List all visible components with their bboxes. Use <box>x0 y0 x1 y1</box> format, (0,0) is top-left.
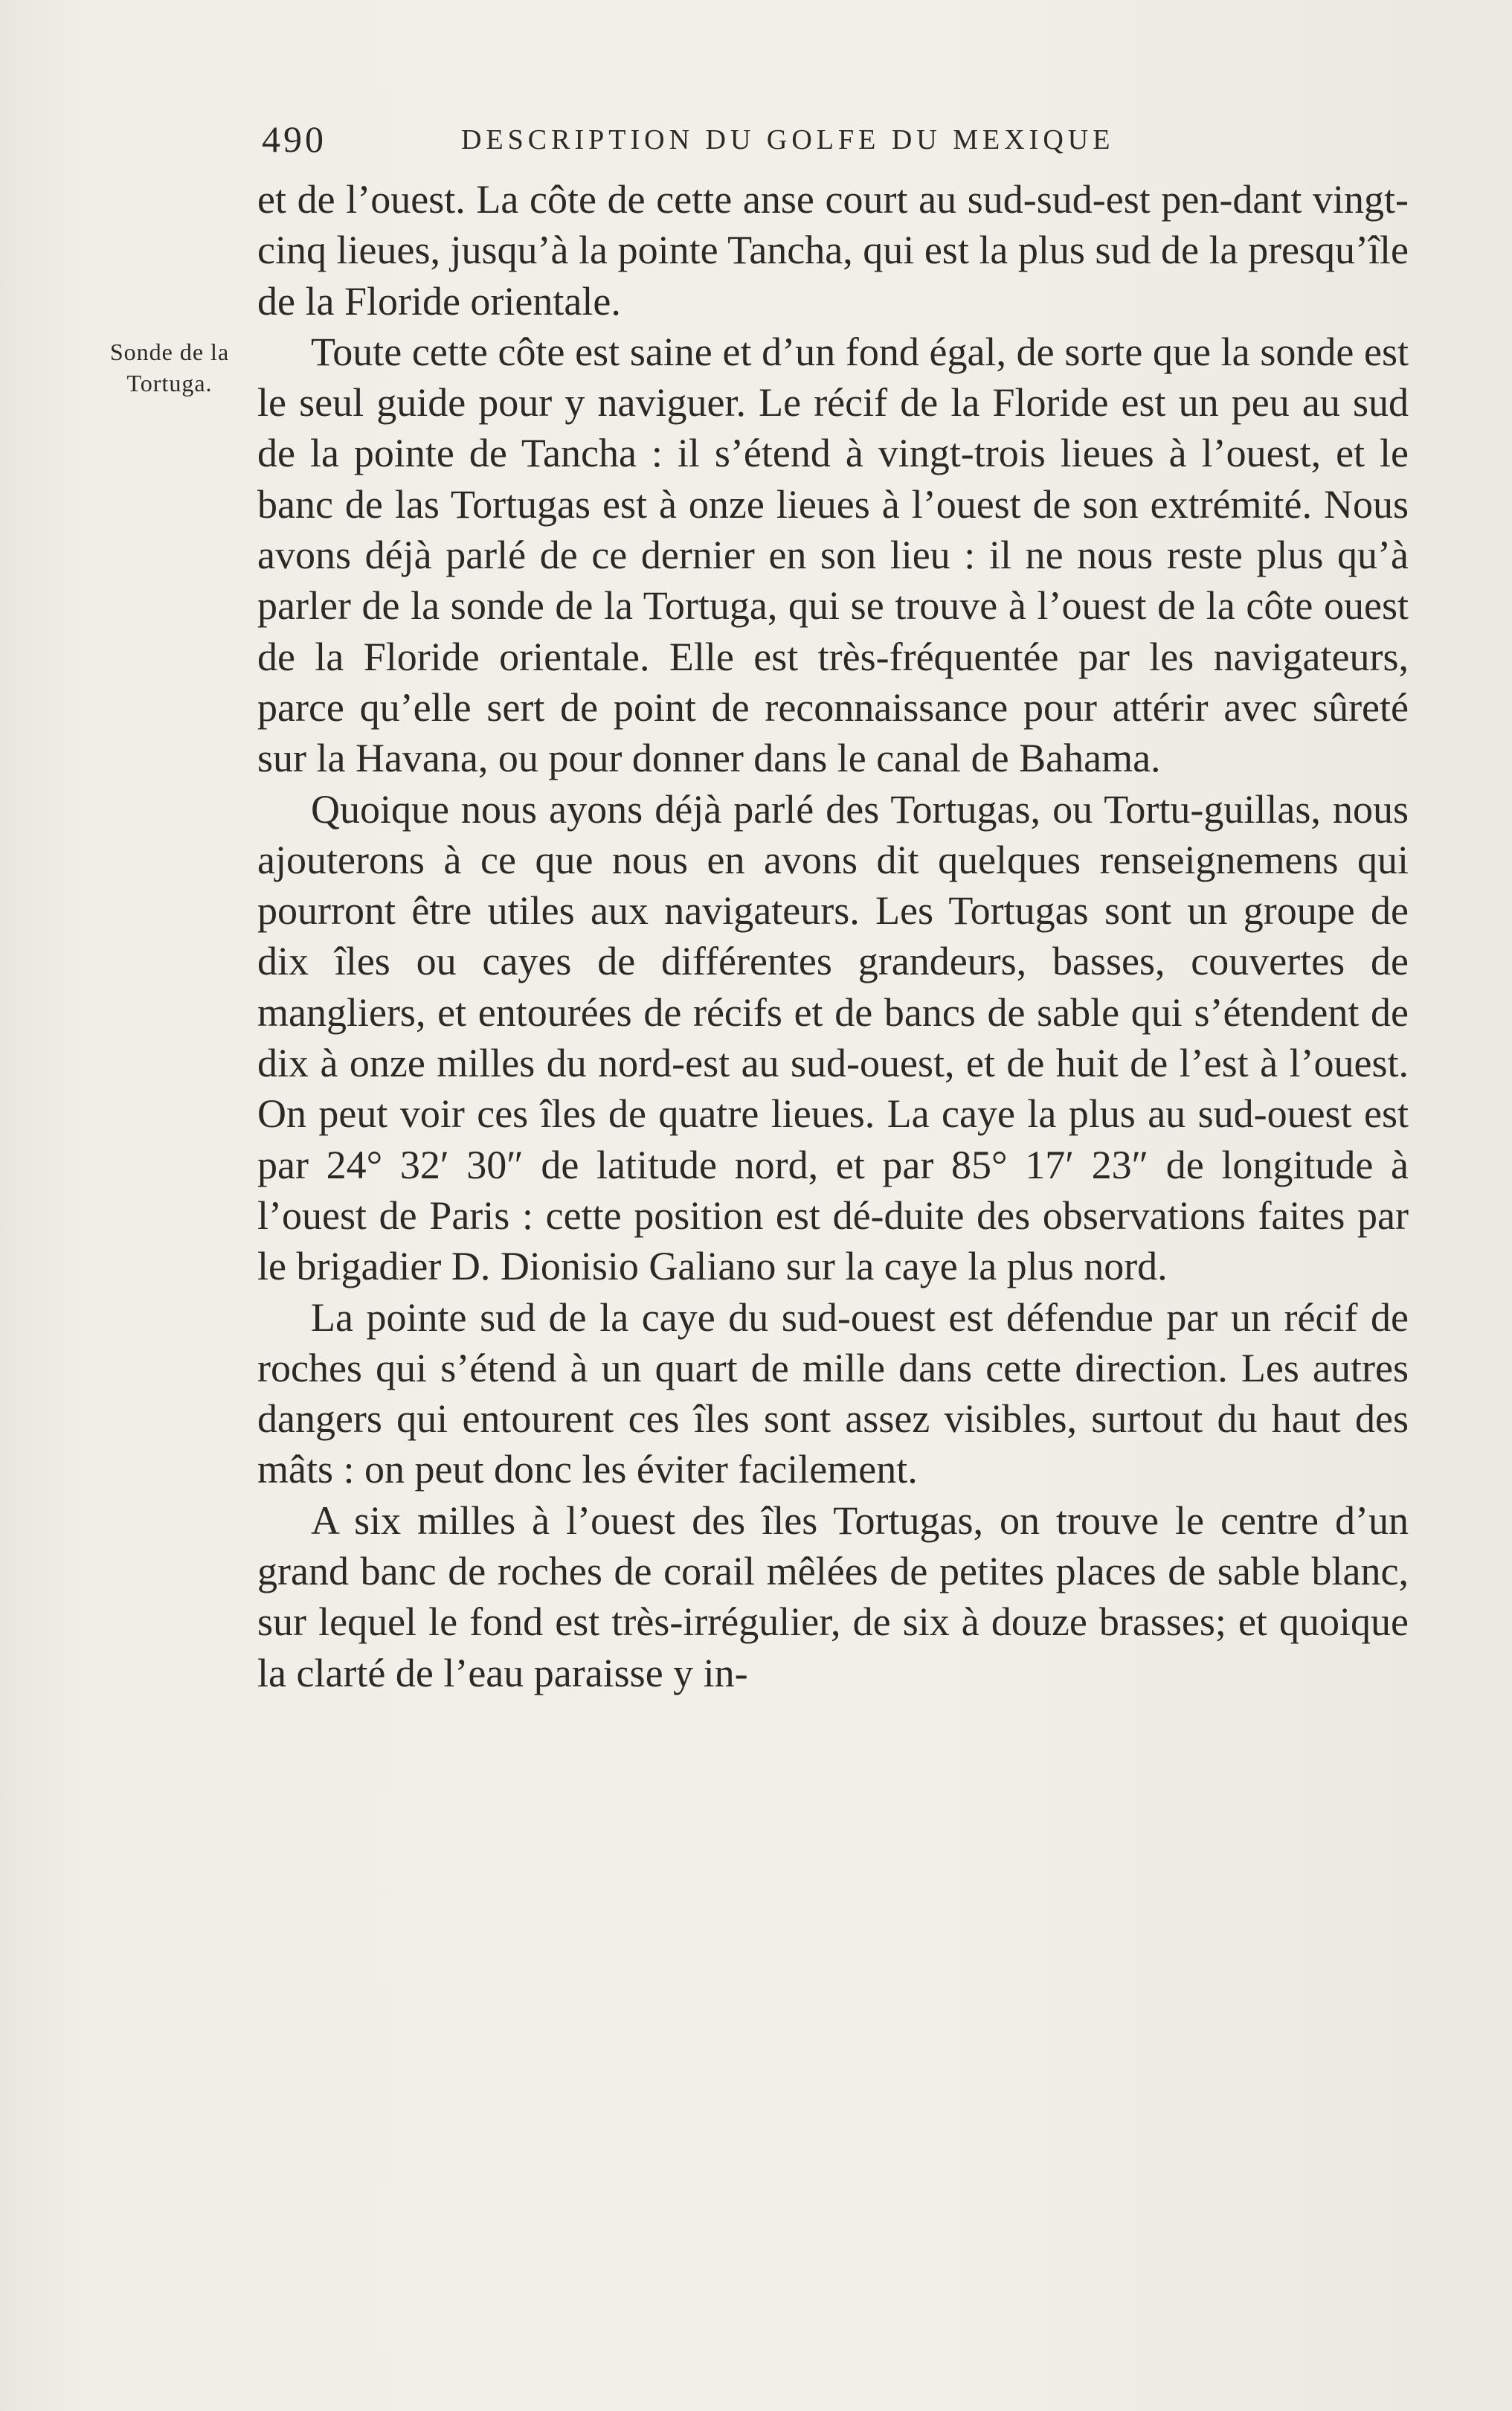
paragraph-southwest-caye: La pointe sud de la caye du sud-ouest est défendue par un récif de roches qui s’étend à un quart de mille dans cette direction. Les autres dangers qui entourent ces îles sont assez visibles, surtout du haut des mâts : on peut donc les éviter facilement. <box>257 1294 1409 1492</box>
margin-note <box>83 336 256 399</box>
paragraph-sonde-tortuga: Toute cette côte est saine et d’un fond égal, de sorte que la sonde est le seul guide pour y naviguer. Le récif de la Floride est un peu au sud de la pointe de Tancha : il s’étend à vingt-trois lieues à l’ouest, et le banc de las Tortugas est à onze lieues à l’ouest de son extrémité. Nous avons déjà parlé de ce dernier en son lieu : il ne nous reste plus qu’à parler de la sonde de la Tortuga, qui se trouve à l’ouest de la côte ouest de la Floride orientale. Elle est très-fréquentée par les navigateurs, parce qu’elle sert de point de reconnaissance pour attérir avec sûreté sur la Havana, ou pour donner dans le canal de Bahama. <box>257 329 1409 781</box>
paragraph-continuation: et de l’ouest. La côte de cette anse court au sud-sud-est pen-dant vingt-cinq lieues, jusqu’à la pointe Tancha, qui est la plus sud de la presqu’île de la Floride orientale. <box>257 177 1409 324</box>
page-header <box>262 118 1229 162</box>
paragraph-coral-bank: A six milles à l’ouest des îles Tortugas, on trouve le centre d’un grand banc de roches de corail mêlées de petites places de sable blanc, sur lequel le fond est très-irrégulier, de six à douze brasses; et quoique la clarté de l’eau paraisse y in- <box>257 1497 1409 1695</box>
paragraph-tortugas-description: Quoique nous ayons déjà parlé des Tortugas, ou Tortu-guillas, nous ajouterons à ce que nous en avons dit quelques renseignemens qui pourront être utiles aux navigateurs. Les Tortugas sont un groupe de dix îles ou cayes de différentes grandeurs, basses, couvertes de mangliers, et entourées de récifs et de bancs de sable qui s’étendent de dix à onze milles du nord-est au sud-ouest, et de huit de l’est à l’ouest. On peut voir ces îles de quatre lieues. La caye la plus au sud-ouest est par 24° 32′ 30″ de latitude nord, et par 85° 17′ 23″ de longitude à l’ouest de Paris : cette position est dé-duite des observations faites par le brigadier D. Dionisio Galiano sur la caye la plus nord. <box>257 786 1409 1289</box>
running-title: DESCRIPTION DU GOLFE DU MEXIQUE <box>461 124 1115 155</box>
margin-note-line-1: Sonde de la <box>109 338 230 365</box>
page-number: 490 <box>262 118 326 160</box>
margin-note-line-2: Tortuga. <box>126 370 213 397</box>
body-text <box>257 174 1409 1698</box>
